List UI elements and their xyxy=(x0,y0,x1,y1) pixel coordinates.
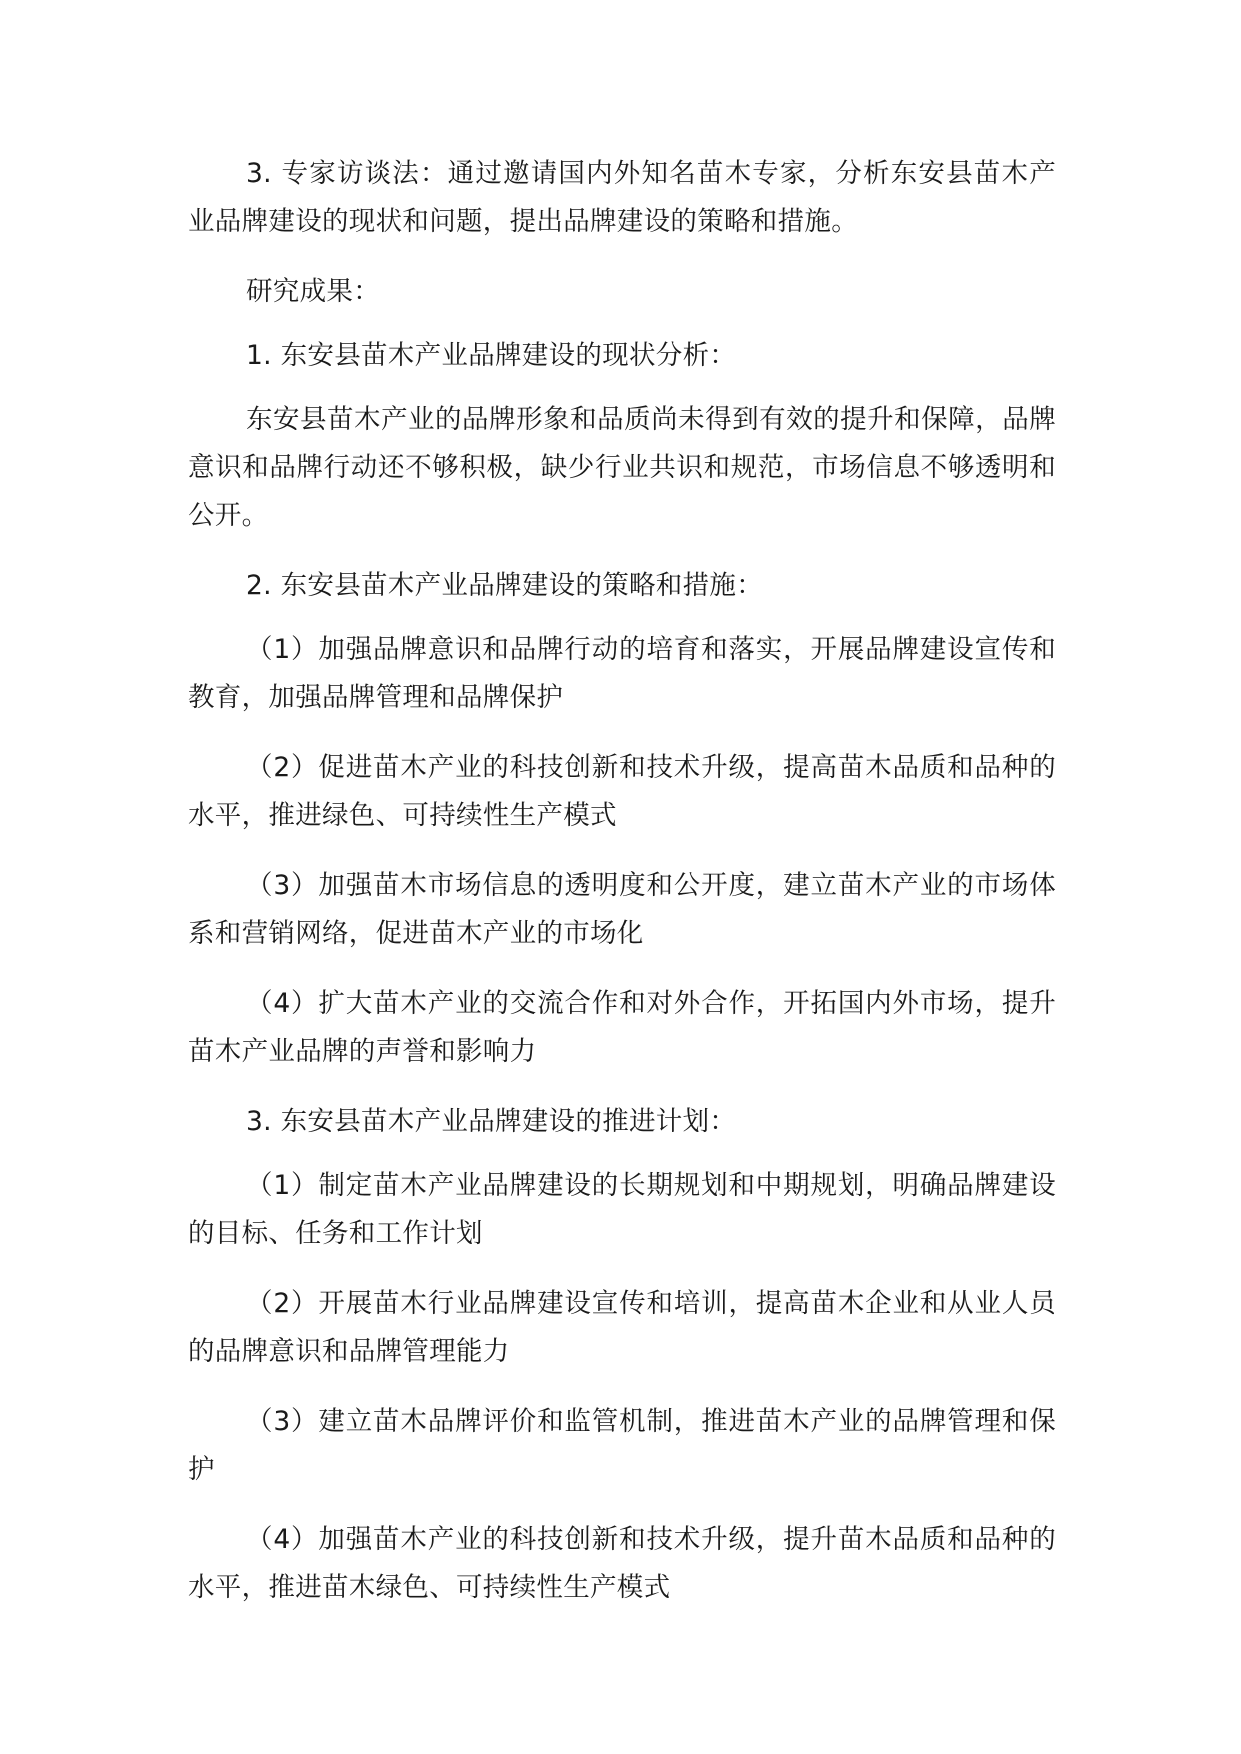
paragraph-strategy-3: （3）加强苗木市场信息的透明度和公开度，建立苗木产业的市场体系和营销网络，促进苗木产业的市场化 xyxy=(188,870,1056,949)
paragraph-section-1-heading: 1. 东安县苗木产业品牌建设的现状分析： xyxy=(246,340,737,371)
paragraph-plan-3: （3）建立苗木品牌评价和监管机制，推进苗木产业的品牌管理和保护 xyxy=(188,1406,1056,1485)
paragraph-expert-interview-method: 3. 专家访谈法：通过邀请国内外知名苗木专家，分析东安县苗木产业品牌建设的现状和问题，提出品牌建设的策略和措施。 xyxy=(188,158,1056,237)
paragraph-strategy-4: （4）扩大苗木产业的交流合作和对外合作，开拓国内外市场，提升苗木产业品牌的声誉和影响力 xyxy=(188,988,1056,1067)
paragraph-plan-4: （4）加强苗木产业的科技创新和技术升级，提升苗木品质和品种的水平，推进苗木绿色、可持续性生产模式 xyxy=(188,1524,1056,1603)
paragraph-section-2-heading: 2. 东安县苗木产业品牌建设的策略和措施： xyxy=(246,570,764,601)
paragraph-section-1-body: 东安县苗木产业的品牌形象和品质尚未得到有效的提升和保障，品牌意识和品牌行动还不够积极，缺少行业共识和规范，市场信息不够透明和公开。 xyxy=(188,404,1056,531)
paragraph-plan-2: （2）开展苗木行业品牌建设宣传和培训，提高苗木企业和从业人员的品牌意识和品牌管理能力 xyxy=(188,1288,1056,1367)
paragraph-results-heading: 研究成果： xyxy=(246,276,380,307)
paragraph-strategy-1: （1）加强品牌意识和品牌行动的培育和落实，开展品牌建设宣传和教育，加强品牌管理和品牌保护 xyxy=(188,634,1056,713)
document-page xyxy=(188,150,1056,1634)
paragraph-plan-1: （1）制定苗木产业品牌建设的长期规划和中期规划，明确品牌建设的目标、任务和工作计划 xyxy=(188,1170,1056,1249)
paragraph-section-3-heading: 3. 东安县苗木产业品牌建设的推进计划： xyxy=(246,1106,737,1137)
paragraph-strategy-2: （2）促进苗木产业的科技创新和技术升级，提高苗木品质和品种的水平，推进绿色、可持续性生产模式 xyxy=(188,752,1056,831)
